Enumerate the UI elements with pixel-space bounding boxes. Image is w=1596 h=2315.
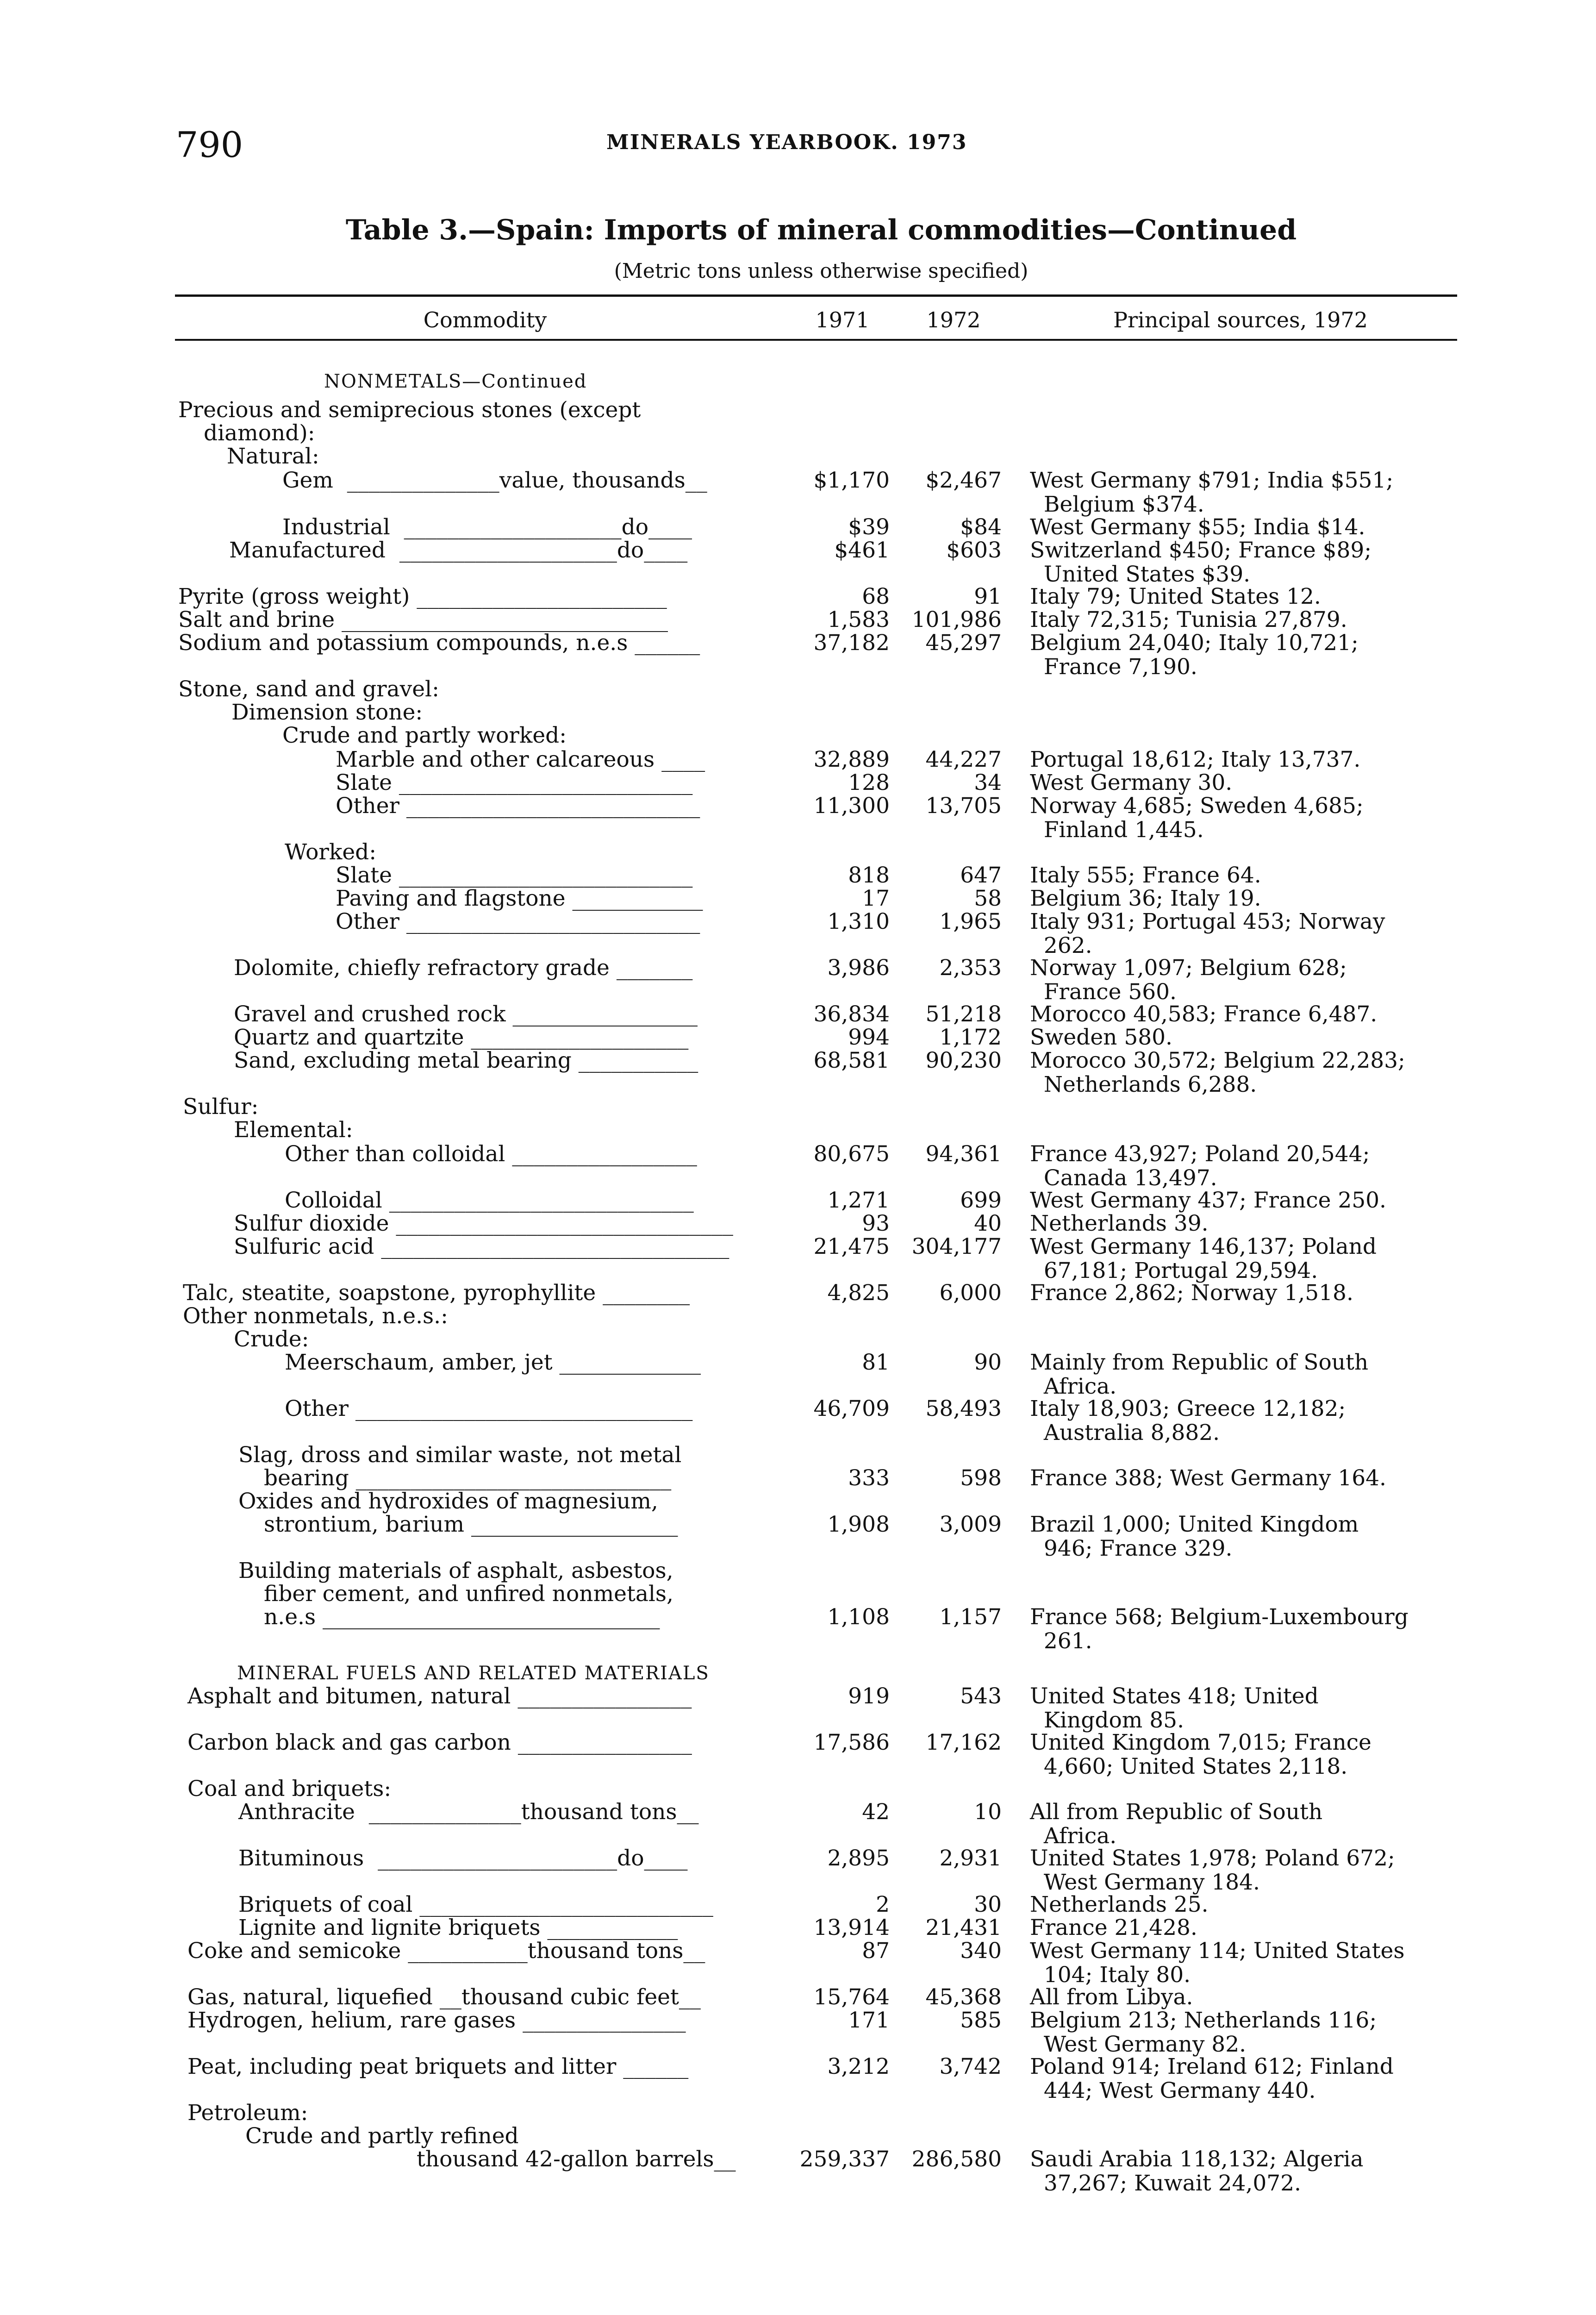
principal-sources: Saudi Arabia 118,132; Algeria 37,267; Kuwait 24,072. [1030, 2146, 1364, 2196]
value-1972: 45,297 [925, 630, 1002, 656]
principal-sources: Sweden 580. [1030, 1025, 1173, 1050]
value-1971: 11,300 [813, 793, 890, 819]
value-1971: 15,764 [813, 1984, 890, 2010]
commodity-label: Slag, dross and similar waste, not metal [238, 1442, 682, 1468]
commodity-label: Pyrite (gross weight) _______________________ [178, 584, 667, 609]
table-subtitle: (Metric tons unless otherwise specified) [614, 259, 1029, 283]
value-1971: 994 [848, 1025, 890, 1050]
section-heading: MINERAL FUELS AND RELATED MATERIALS [237, 1663, 710, 1684]
value-1971: 3,212 [827, 2054, 890, 2079]
principal-sources: Netherlands 25. [1030, 1892, 1209, 1917]
principal-sources: Belgium 24,040; Italy 10,721; France 7,190. [1030, 630, 1359, 680]
principal-sources: France 21,428. [1030, 1915, 1197, 1940]
value-1971: 17 [862, 886, 890, 911]
value-1971: 17,586 [813, 1730, 890, 1755]
column-header-principal-sources: Principal sources, 1972 [1113, 307, 1368, 332]
commodity-label: Building materials of asphalt, asbestos, [238, 1558, 673, 1583]
commodity-label: Worked: [285, 839, 377, 865]
value-1972: 543 [960, 1683, 1002, 1709]
principal-sources: Morocco 40,583; France 6,487. [1030, 1001, 1378, 1027]
commodity-label: Other ___________________________ [336, 909, 700, 934]
value-1971: 13,914 [813, 1915, 890, 1940]
value-1971: 32,889 [813, 747, 890, 772]
value-1972: 585 [960, 2008, 1002, 2033]
table-header-rule [175, 339, 1457, 341]
value-1971: 919 [848, 1683, 890, 1709]
value-1972: $603 [946, 538, 1002, 563]
value-1971: 3,986 [827, 955, 890, 981]
value-1972: $2,467 [925, 468, 1002, 493]
commodity-label: Sulfur: [183, 1094, 259, 1120]
commodity-label: Other _______________________________ [285, 1396, 693, 1421]
value-1972: 44,227 [925, 747, 1002, 772]
commodity-label: Manufactured ____________________do____ [229, 538, 688, 563]
value-1972: 58 [974, 886, 1002, 911]
commodity-label: Peat, including peat briquets and litter ______ [187, 2054, 689, 2079]
value-1971: 259,337 [799, 2146, 890, 2172]
commodity-label: Meerschaum, amber, jet _____________ [285, 1350, 701, 1375]
commodity-label: Colloidal ____________________________ [285, 1188, 694, 1213]
value-1972: $84 [960, 514, 1002, 540]
value-1972: 1,157 [939, 1604, 1002, 1630]
value-1971: 87 [862, 1938, 890, 1964]
value-1972: 58,493 [925, 1396, 1002, 1421]
principal-sources: West Germany 114; United States 104; Italy 80. [1030, 1938, 1405, 1988]
commodity-label: Asphalt and bitumen, natural ________________ [187, 1683, 692, 1709]
commodity-label: Talc, steatite, soapstone, pyrophyllite ________ [183, 1280, 690, 1306]
commodity-label: Industrial ____________________do____ [282, 514, 692, 540]
table-top-rule [175, 294, 1457, 297]
running-head: MINERALS YEARBOOK. 1973 [606, 131, 967, 154]
principal-sources: All from Libya. [1030, 1984, 1193, 2010]
principal-sources: Belgium 213; Netherlands 116; West Germany 82. [1030, 2008, 1377, 2057]
value-1972: 30 [974, 1892, 1002, 1917]
value-1972: 45,368 [925, 1984, 1002, 2010]
principal-sources: Poland 914; Ireland 612; Finland 444; West Germany 440. [1030, 2054, 1394, 2103]
value-1972: 6,000 [939, 1280, 1002, 1306]
value-1972: 17,162 [925, 1730, 1002, 1755]
value-1971: $1,170 [813, 468, 890, 493]
value-1971: 333 [848, 1465, 890, 1491]
value-1971: 1,108 [827, 1604, 890, 1630]
commodity-label: Sand, excluding metal bearing ___________ [234, 1048, 698, 1073]
value-1971: 1,271 [827, 1188, 890, 1213]
commodity-label: Gem ______________value, thousands__ [282, 468, 707, 493]
value-1971: 128 [848, 770, 890, 795]
principal-sources: West Germany $55; India $14. [1030, 514, 1365, 540]
column-header-1972: 1972 [926, 307, 981, 332]
value-1971: 1,583 [827, 607, 890, 632]
value-1971: 171 [848, 2008, 890, 2033]
value-1972: 3,009 [939, 1512, 1002, 1537]
value-1971: 36,834 [813, 1001, 890, 1027]
commodity-label: Hydrogen, helium, rare gases _______________ [187, 2008, 686, 2033]
commodity-label: Crude and partly worked: [282, 723, 567, 748]
principal-sources: West Germany 30. [1030, 770, 1233, 795]
commodity-label: Lignite and lignite briquets ____________ [238, 1915, 678, 1940]
commodity-label: Briquets of coal ___________________________ [238, 1892, 713, 1917]
value-1971: 68,581 [813, 1048, 890, 1073]
principal-sources: France 388; West Germany 164. [1030, 1465, 1386, 1491]
value-1972: 340 [960, 1938, 1002, 1964]
commodity-label: thousand 42-gallon barrels__ [417, 2146, 736, 2172]
principal-sources: Belgium 36; Italy 19. [1030, 886, 1261, 911]
section-heading: NONMETALS—Continued [324, 371, 587, 392]
commodity-label: Natural: [227, 444, 319, 469]
principal-sources: Italy 72,315; Tunisia 27,879. [1030, 607, 1347, 632]
value-1972: 34 [974, 770, 1002, 795]
principal-sources: United Kingdom 7,015; France 4,660; United States 2,118. [1030, 1730, 1372, 1779]
commodity-label: Slate ___________________________ [336, 770, 693, 795]
commodity-label: Oxides and hydroxides of magnesium, [238, 1489, 658, 1514]
value-1971: 21,475 [813, 1234, 890, 1259]
principal-sources: Norway 4,685; Sweden 4,685; Finland 1,445. [1030, 793, 1364, 843]
principal-sources: France 2,862; Norway 1,518. [1030, 1280, 1353, 1306]
principal-sources: Netherlands 39. [1030, 1211, 1209, 1236]
value-1972: 101,986 [911, 607, 1002, 632]
commodity-label: Anthracite ______________thousand tons__ [238, 1799, 699, 1825]
commodity-label: Coke and semicoke ___________thousand tons__ [187, 1938, 705, 1964]
commodity-label: diamond): [204, 420, 315, 446]
value-1972: 91 [974, 584, 1002, 609]
value-1971: 80,675 [813, 1141, 890, 1167]
value-1971: 37,182 [813, 630, 890, 656]
value-1971: 42 [862, 1799, 890, 1825]
value-1972: 40 [974, 1211, 1002, 1236]
value-1972: 51,218 [925, 1001, 1002, 1027]
commodity-label: Gas, natural, liquefied __thousand cubic feet__ [187, 1984, 701, 2010]
table-title: Table 3.—Spain: Imports of mineral commodities—Continued [345, 214, 1297, 246]
value-1971: 1,908 [827, 1512, 890, 1537]
commodity-label: Other than colloidal _________________ [285, 1141, 697, 1167]
value-1971: 93 [862, 1211, 890, 1236]
principal-sources: Italy 931; Portugal 453; Norway 262. [1030, 909, 1385, 958]
value-1972: 90,230 [925, 1048, 1002, 1073]
value-1971: 2,895 [827, 1846, 890, 1871]
commodity-label: Stone, sand and gravel: [178, 676, 439, 702]
principal-sources: Switzerland $450; France $89; United States $39. [1030, 538, 1372, 587]
principal-sources: France 568; Belgium-Luxembourg 261. [1030, 1604, 1409, 1654]
principal-sources: All from Republic of South Africa. [1030, 1799, 1323, 1849]
principal-sources: United States 418; United Kingdom 85. [1030, 1683, 1319, 1733]
principal-sources: Italy 79; United States 12. [1030, 584, 1321, 609]
commodity-label: Precious and semiprecious stones (except [178, 397, 641, 423]
commodity-label: Sulfur dioxide _______________________________ [234, 1211, 733, 1236]
value-1972: 21,431 [925, 1915, 1002, 1940]
commodity-label: Elemental: [234, 1117, 353, 1143]
value-1971: 81 [862, 1350, 890, 1375]
commodity-label: Carbon black and gas carbon ________________ [187, 1730, 692, 1755]
commodity-label: Paving and flagstone ____________ [336, 886, 703, 911]
principal-sources: France 43,927; Poland 20,544; Canada 13,497. [1030, 1141, 1370, 1191]
value-1971: 4,825 [827, 1280, 890, 1306]
value-1971: 46,709 [813, 1396, 890, 1421]
value-1972: 304,177 [911, 1234, 1002, 1259]
principal-sources: Italy 18,903; Greece 12,182; Australia 8,882. [1030, 1396, 1346, 1445]
value-1972: 13,705 [925, 793, 1002, 819]
value-1971: 68 [862, 584, 890, 609]
commodity-label: Dimension stone: [231, 700, 423, 725]
value-1971: 1,310 [827, 909, 890, 934]
commodity-label: Marble and other calcareous ____ [336, 747, 705, 772]
principal-sources: Morocco 30,572; Belgium 22,283; Netherlands 6,288. [1030, 1048, 1405, 1097]
commodity-label: Sulfuric acid ________________________________ [234, 1234, 729, 1259]
value-1972: 699 [960, 1188, 1002, 1213]
principal-sources: West Germany 146,137; Poland 67,181; Portugal 29,594. [1030, 1234, 1377, 1283]
commodity-label: strontium, barium ___________________ [264, 1512, 678, 1537]
commodity-label: Slate ___________________________ [336, 863, 693, 888]
principal-sources: Mainly from Republic of South Africa. [1030, 1350, 1369, 1399]
principal-sources: Norway 1,097; Belgium 628; France 560. [1030, 955, 1347, 1005]
commodity-label: n.e.s _______________________________ [264, 1604, 660, 1630]
commodity-label: Dolomite, chiefly refractory grade _______ [234, 955, 693, 981]
value-1971: $39 [848, 514, 890, 540]
commodity-label: Crude and partly refined [245, 2123, 519, 2149]
commodity-label: Other ___________________________ [336, 793, 700, 819]
value-1972: 598 [960, 1465, 1002, 1491]
commodity-label: Crude: [234, 1326, 309, 1352]
value-1972: 94,361 [925, 1141, 1002, 1167]
value-1972: 2,353 [939, 955, 1002, 981]
value-1972: 1,172 [939, 1025, 1002, 1050]
column-header-commodity: Commodity [423, 307, 547, 332]
value-1971: 2 [876, 1892, 890, 1917]
commodity-label: Quartz and quartzite ____________________ [234, 1025, 689, 1050]
commodity-label: Other nonmetals, n.e.s.: [183, 1303, 448, 1329]
value-1972: 3,742 [939, 2054, 1002, 2079]
value-1971: $461 [834, 538, 890, 563]
commodity-label: bearing _____________________________ [264, 1465, 672, 1491]
value-1972: 2,931 [939, 1846, 1002, 1871]
principal-sources: Brazil 1,000; United Kingdom 946; France 329. [1030, 1512, 1359, 1561]
value-1972: 1,965 [939, 909, 1002, 934]
value-1972: 647 [960, 863, 1002, 888]
value-1972: 10 [974, 1799, 1002, 1825]
value-1972: 90 [974, 1350, 1002, 1375]
commodity-label: Sodium and potassium compounds, n.e.s ______ [178, 630, 700, 656]
commodity-label: Petroleum: [187, 2100, 308, 2126]
commodity-label: Bituminous ______________________do____ [238, 1846, 688, 1871]
principal-sources: West Germany 437; France 250. [1030, 1188, 1386, 1213]
principal-sources: West Germany $791; India $551; Belgium $374. [1030, 468, 1394, 517]
value-1972: 286,580 [911, 2146, 1002, 2172]
principal-sources: Portugal 18,612; Italy 13,737. [1030, 747, 1361, 772]
principal-sources: Italy 555; France 64. [1030, 863, 1261, 888]
commodity-label: Gravel and crushed rock _________________ [234, 1001, 698, 1027]
commodity-label: Salt and brine ______________________________ [178, 607, 668, 632]
column-header-1971: 1971 [815, 307, 870, 332]
commodity-label: fiber cement, and unfired nonmetals, [264, 1581, 673, 1607]
principal-sources: United States 1,978; Poland 672; West Germany 184. [1030, 1846, 1395, 1895]
commodity-label: Coal and briquets: [187, 1776, 392, 1802]
page-number: 790 [176, 124, 243, 165]
value-1971: 818 [848, 863, 890, 888]
